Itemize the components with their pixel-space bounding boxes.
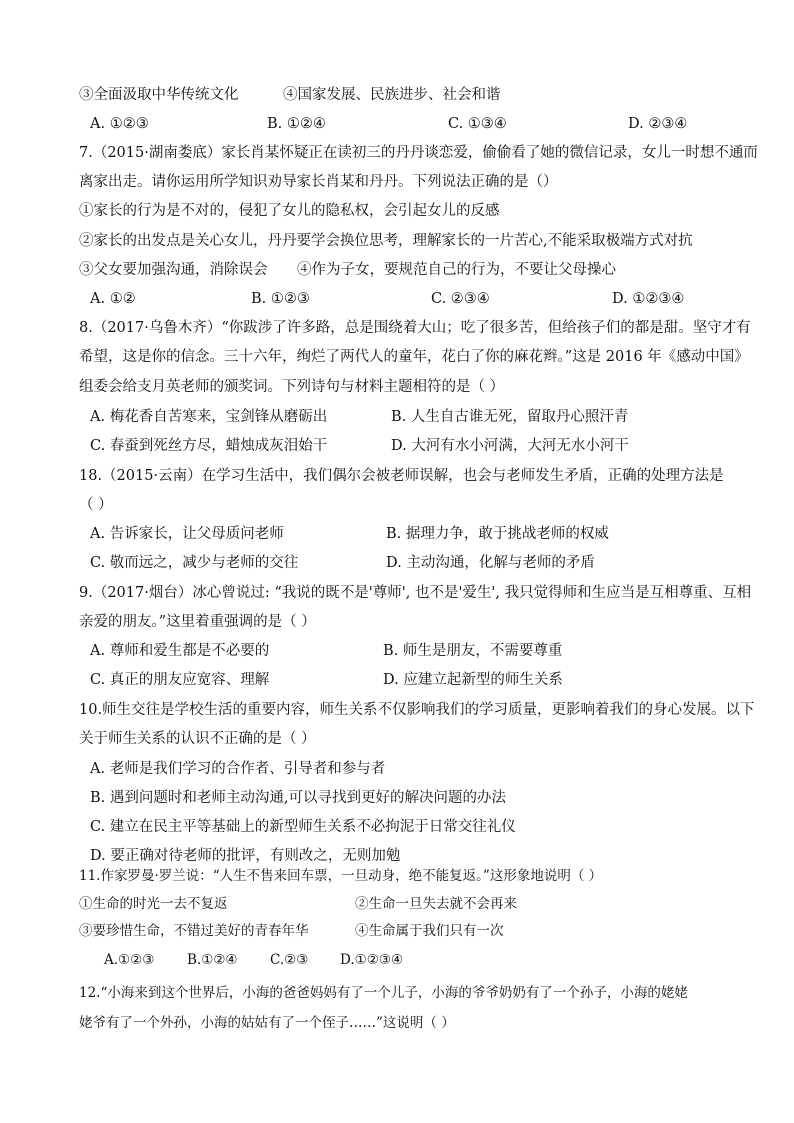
q7-option-b: B. ①②③	[251, 291, 310, 307]
q18-option-d: D. 主动沟通，化解与老师的矛盾	[386, 555, 595, 571]
q9-option-d: D. 应建立起新型的师生关系	[383, 672, 563, 688]
q10-option-b: B. 遇到问题时和老师主动沟通,可以寻找到更好的解决问题的办法	[90, 790, 506, 806]
q6-option-b: B. ①②④	[267, 116, 326, 132]
q7-item4: ④作为子女，要规范自己的行为，不要让父母操心	[297, 262, 616, 278]
q7-option-c: C. ②③④	[431, 291, 490, 307]
q6-item3: ③全面汲取中华传统文化	[79, 87, 239, 103]
q6-option-a: A. ①②③	[90, 116, 149, 132]
q8-option-b: B. 人生自古谁无死，留取丹心照汗青	[391, 409, 629, 425]
q7-option-d: D. ①②③④	[612, 291, 685, 307]
q18-option-a: A. 告诉家长，让父母质问老师	[90, 526, 284, 542]
q18-stem-line2: （ ）	[79, 497, 113, 513]
q11-option-d: D.①②③④	[340, 952, 404, 968]
q11-item1: ①生命的时光一去不复返	[79, 896, 228, 912]
q11-item2: ②生命一旦失去就不会再来	[355, 896, 517, 912]
q12-stem-line1: 12.“小海来到这个世界后，小海的爸爸妈妈有了一个儿子，小海的爷爷奶奶有了一个孙子，小海的姥姥	[79, 985, 688, 1001]
q10-stem-line2: 关于师生关系的认识不正确的是（ ）	[79, 731, 316, 747]
q8-stem-line3: 组委会给支月英老师的颁奖词。下列诗句与材料主题相符的是（ ）	[79, 379, 505, 395]
q11-option-c: C.②③	[270, 952, 309, 968]
q11-option-a: A.①②③	[104, 952, 155, 968]
q11-item3: ③要珍惜生命，不错过美好的青春年华	[79, 923, 309, 939]
q10-option-d: D. 要正确对待老师的批评，有则改之，无则加勉	[90, 848, 401, 864]
q10-option-c: C. 建立在民主平等基础上的新型师生关系不必拘泥于日常交往礼仪	[90, 819, 516, 835]
q7-option-a: A. ①②	[90, 291, 136, 307]
q18-option-b: B. 据理力争，敢于挑战老师的权威	[386, 526, 609, 542]
q7-item1: ①家长的行为是不对的，侵犯了女儿的隐私权，会引起女儿的反感	[79, 203, 500, 219]
q10-option-a: A. 老师是我们学习的合作者、引导者和参与者	[90, 761, 386, 777]
q11-item4: ④生命属于我们只有一次	[355, 923, 504, 939]
q10-stem-line1: 10.师生交往是学校生活的重要内容，师生关系不仅影响我们的学习质量，更影响着我们的身心发展。以下	[79, 702, 755, 718]
q9-option-a: A. 尊师和爱生都是不必要的	[90, 643, 270, 659]
q6-item4: ④国家发展、民族进步、社会和谐	[283, 87, 501, 103]
q6-option-d: D. ②③④	[628, 116, 688, 132]
q9-option-c: C. 真正的朋友应宽容、理解	[90, 672, 270, 688]
q6-option-c: C. ①③④	[448, 116, 507, 132]
q18-option-c: C. 敬而远之，减少与老师的交往	[90, 555, 299, 571]
q12-stem-line2: 姥爷有了一个外孙，小海的姑姑有了一个侄子……”这说明（ ）	[79, 1015, 455, 1031]
q7-item3: ③父女要加强沟通，消除误会	[79, 262, 268, 278]
q7-item2: ②家长的出发点是关心女儿，丹丹要学会换位思考，理解家长的一片苦心,不能采取极端方式对抗	[79, 233, 693, 249]
q8-stem-line2: 希望，这是你的信念。三十六年，绚烂了两代人的童年，花白了你的麻花辫。”这是 2016 年《感动中国》	[79, 349, 749, 365]
q9-option-b: B. 师生是朋友，不需要尊重	[383, 643, 563, 659]
q9-stem-line1: 9.（2017·烟台）冰心曾说过: “我说的既不是'尊师', 也不是'爱生', 我只觉得师和生应当是互相尊重、互相	[79, 585, 752, 601]
q11-stem: 11.作家罗曼·罗兰说：“人生不售来回车票，一旦动身，绝不能复返。”这形象地说明（ ）	[79, 868, 603, 884]
q8-option-c: C. 春蚕到死丝方尽，蜡烛成灰泪始干	[90, 438, 328, 454]
q8-option-a: A. 梅花香自苦寒来，宝剑锋从磨砺出	[90, 409, 328, 425]
q18-stem-line1: 18.（2015·云南）在学习生活中，我们偶尔会被老师误解，也会与老师发生矛盾，正确的处理方法是	[79, 468, 724, 484]
q8-option-d: D. 大河有水小河满，大河无水小河干	[391, 438, 629, 454]
q11-option-b: B.①②④	[187, 952, 238, 968]
q8-stem-line1: 8.（2017·乌鲁木齐）“你跋涉了许多路，总是围绕着大山；吃了很多苦，但给孩子们的都是甜。坚守才有	[79, 320, 751, 336]
q7-stem-line1: 7.（2015·湖南娄底）家长肖某怀疑正在读初三的丹丹谈恋爱，偷偷看了她的微信记录，女儿一时想不通而	[79, 145, 758, 161]
q7-stem-line2: 离家出走。请你运用所学知识劝导家长肖某和丹丹。下列说法正确的是（）	[79, 174, 558, 190]
q9-stem-line2: 亲爱的朋友。”这里着重强调的是（ ）	[79, 614, 316, 630]
